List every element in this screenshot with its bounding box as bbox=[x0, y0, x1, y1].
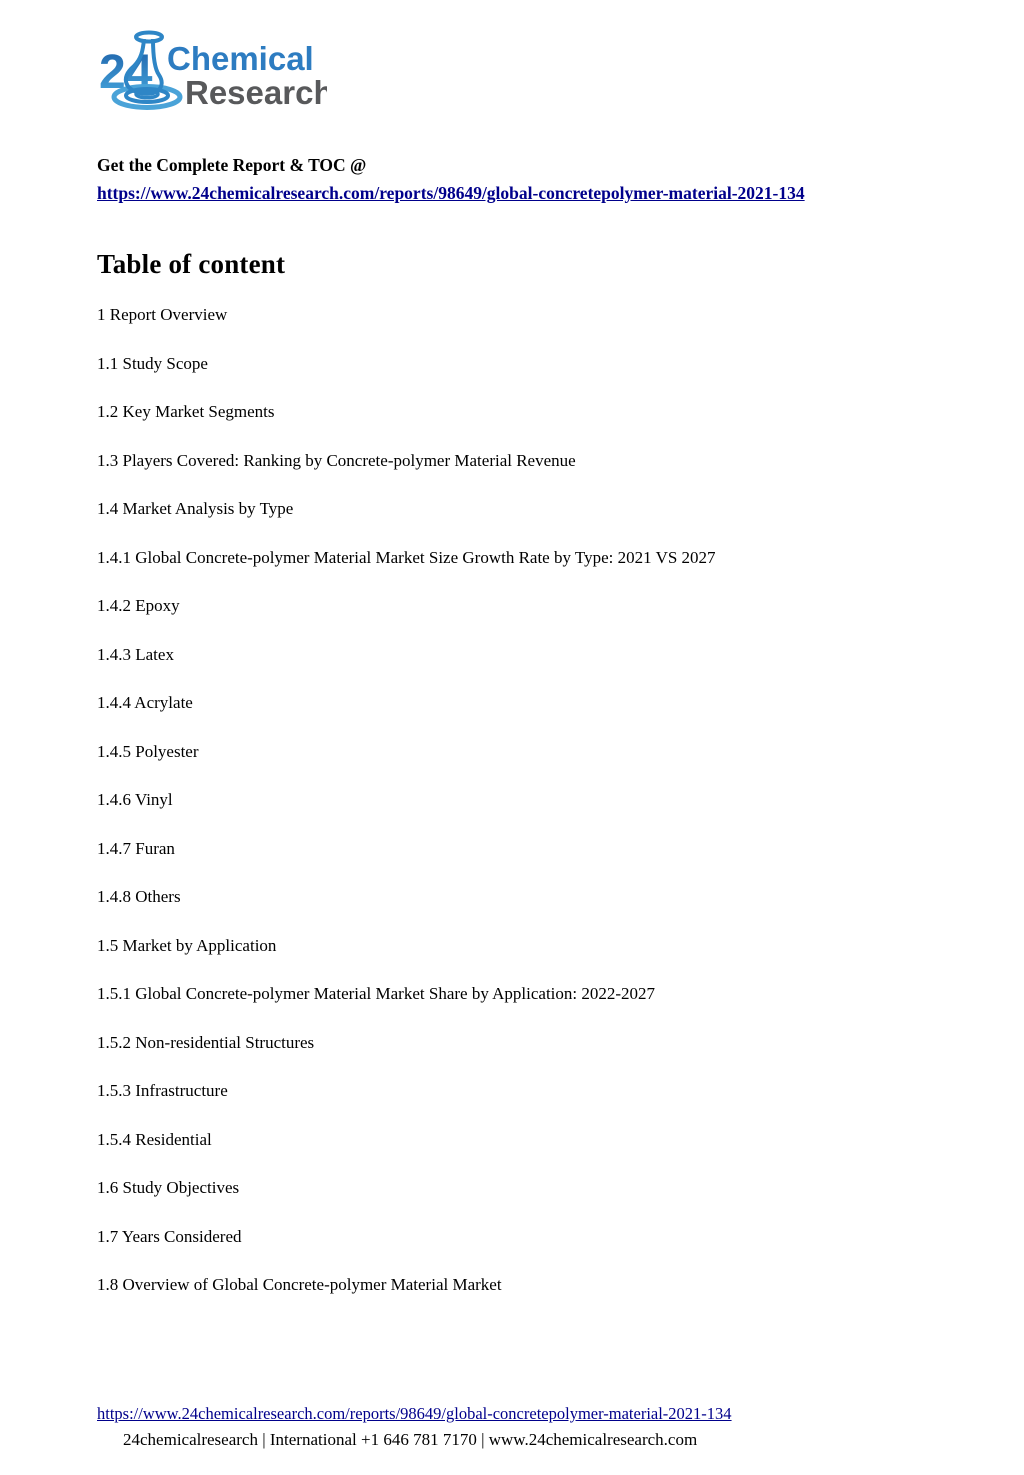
toc-item: 1.5 Market by Application bbox=[97, 935, 277, 955]
toc-item: 1.5.4 Residential bbox=[97, 1129, 212, 1149]
logo-word-chemical: Chemical bbox=[167, 40, 314, 77]
toc-item: 1.4.6 Vinyl bbox=[97, 790, 173, 809]
footer-report-link[interactable]: https://www.24chemicalresearch.com/reports/98649/global-concretepolymer-material-2021-134 bbox=[97, 1404, 732, 1423]
toc-item: 1.8 Overview of Global Concrete-polymer Material Market bbox=[97, 1275, 502, 1294]
toc-item: 1.4.1 Global Concrete-polymer Material Market Size Growth Rate by Type: 2021 VS 2027 bbox=[97, 547, 716, 567]
toc-item: 1.7 Years Considered bbox=[97, 1226, 242, 1246]
toc-item: 1.4.7 Furan bbox=[97, 838, 175, 858]
footer-contact-line: 24chemicalresearch | International +1 646 781 7170 | www.24chemicalresearch.com bbox=[123, 1430, 698, 1449]
company-logo bbox=[97, 27, 327, 111]
logo-graphic bbox=[97, 27, 327, 111]
toc-item: 1.4 Market Analysis by Type bbox=[97, 499, 294, 518]
page-footer bbox=[97, 1401, 732, 1453]
toc-item: 1.4.5 Polyester bbox=[97, 741, 199, 761]
toc-item: 1.3 Players Covered: Ranking by Concrete-polymer Material Revenue bbox=[97, 450, 576, 470]
toc-item: 1.5.1 Global Concrete-polymer Material Market Share by Application: 2022-2027 bbox=[97, 984, 656, 1003]
page-title: Table of content bbox=[97, 249, 286, 279]
toc-item: 1.2 Key Market Segments bbox=[97, 402, 275, 421]
get-report-label: Get the Complete Report & TOC @ bbox=[97, 155, 367, 175]
toc-list bbox=[97, 305, 984, 1294]
toc-item: 1.1 Study Scope bbox=[97, 353, 208, 373]
toc-item: 1.4.4 Acrylate bbox=[97, 693, 193, 712]
toc-item: 1.4.2 Epoxy bbox=[97, 596, 180, 615]
logo-number: 24 bbox=[99, 46, 153, 99]
report-cta-block bbox=[97, 151, 984, 207]
toc-item: 1.6 Study Objectives bbox=[97, 1178, 240, 1197]
toc-item: 1 Report Overview bbox=[97, 305, 228, 324]
toc-item: 1.4.3 Latex bbox=[97, 644, 174, 664]
toc-item: 1.4.8 Others bbox=[97, 887, 181, 906]
logo-word-research: Research bbox=[185, 74, 327, 111]
toc-item: 1.5.2 Non-residential Structures bbox=[97, 1032, 315, 1052]
toc-item: 1.5.3 Infrastructure bbox=[97, 1081, 228, 1100]
document-page bbox=[0, 27, 1024, 1475]
report-toc-link[interactable]: https://www.24chemicalresearch.com/reports/98649/global-concretepolymer-material-2021-134 bbox=[97, 183, 805, 203]
